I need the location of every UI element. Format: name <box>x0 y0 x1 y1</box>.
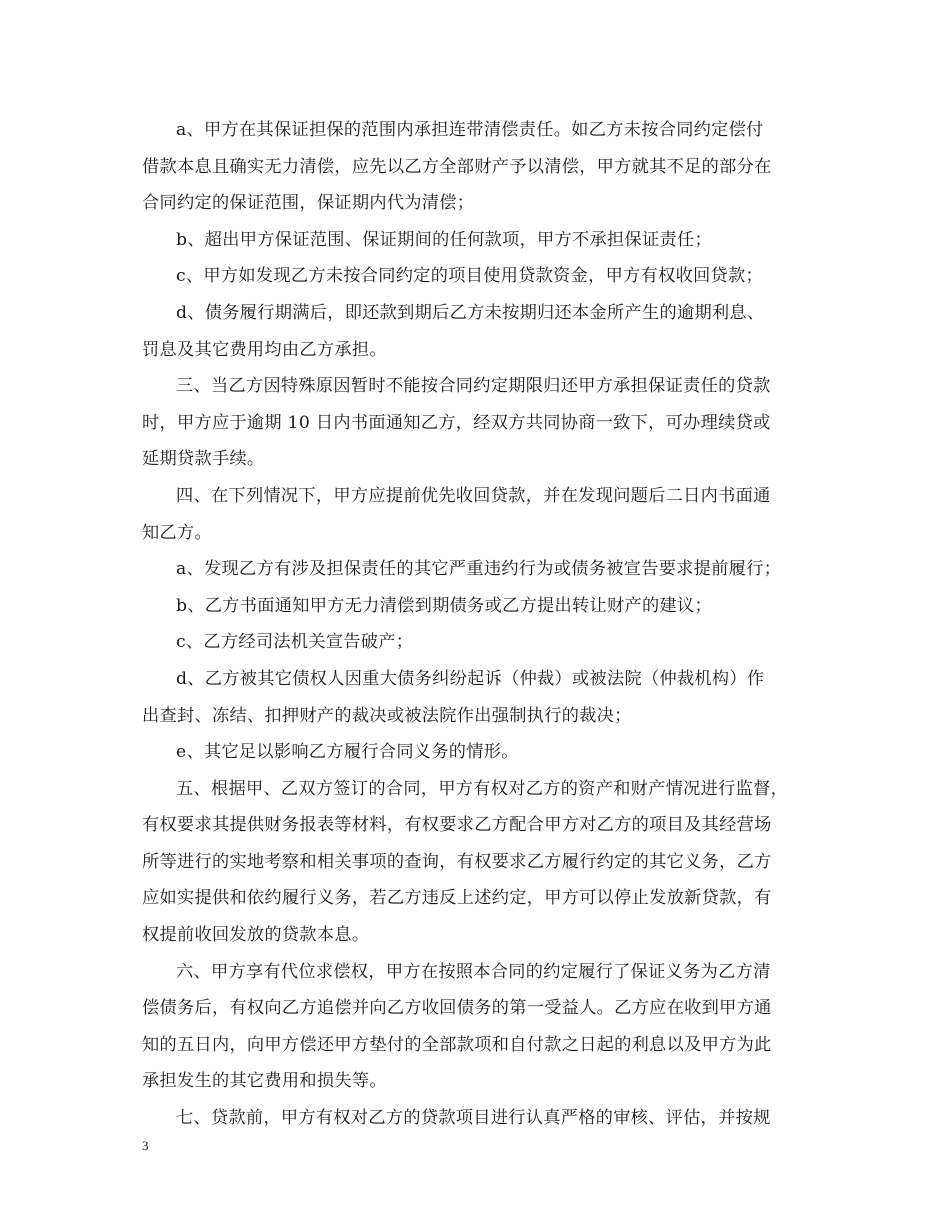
text-line: c、乙方经司法机关宣告破产； <box>176 632 414 653</box>
text-line: 合同约定的保证范围，保证期内代为清偿； <box>142 193 475 214</box>
text-line: d、债务履行期满后，即还款到期后乙方未按期归还本金所产生的逾期利息、 <box>176 302 765 323</box>
paragraph-a1 <box>142 112 810 222</box>
text-line: 时，甲方应于逾期 10 日内书面通知乙方，经双方共同协商一致下，可办理续贷或 <box>142 412 771 433</box>
paragraph-s3 <box>142 368 810 478</box>
text-line: 应如实提供和依约履行义务，若乙方违反上述约定，甲方可以停止发放新贷款，有 <box>142 888 772 909</box>
paragraph-s5 <box>142 771 810 954</box>
paragraph-b1 <box>142 222 810 259</box>
text-line: 偿债务后，有权向乙方追偿并向乙方收回债务的第一受益人。乙方应在收到甲方通 <box>142 998 772 1019</box>
text-line: 知的五日内，向甲方偿还甲方垫付的全部款项和自付款之日起的利息以及甲方为此 <box>142 1034 772 1055</box>
text-line: 四、在下列情况下，甲方应提前优先收回贷款，并在发现问题后二日内书面通 <box>176 485 771 506</box>
text-line: b、超出甲方保证范围、保证期间的任何款项，甲方不承担保证责任； <box>176 229 712 250</box>
text-line: 有权要求其提供财务报表等材料，有权要求乙方配合甲方对乙方的项目及其经营场 <box>142 815 772 836</box>
text-line: a、甲方在其保证担保的范围内承担连带清偿责任。如乙方未按合同约定偿付 <box>176 120 764 140</box>
text-line: 五、根据甲、乙双方签订的合同，甲方有权对乙方的资产和财产情况进行监督， <box>176 778 789 799</box>
paragraph-d2 <box>142 661 810 734</box>
paragraph-a2 <box>142 551 810 588</box>
text-line: 所等进行的实地考察和相关事项的查询，有权要求乙方履行约定的其它义务，乙方 <box>142 851 772 872</box>
paragraph-b2 <box>142 588 810 625</box>
paragraph-d1 <box>142 295 810 368</box>
text-line: 出查封、冻结、扣押财产的裁决或被法院作出强制执行的裁决； <box>142 705 632 726</box>
paragraph-c2 <box>142 624 810 661</box>
text-line: 六、甲方享有代位求偿权，甲方在按照本合同的约定履行了保证义务为乙方清 <box>176 961 771 982</box>
paragraph-s7 <box>142 1100 810 1137</box>
page-number: 3 <box>142 1138 149 1153</box>
text-line: 借款本息且确实无力清偿，应先以乙方全部财产予以清偿，甲方就其不足的部分在 <box>142 156 772 177</box>
paragraph-c1 <box>142 258 810 295</box>
text-line: 七、贷款前，甲方有权对乙方的贷款项目进行认真严格的审核、评估，并按规 <box>176 1108 771 1129</box>
text-line: c、甲方如发现乙方未按合同约定的项目使用贷款资金，甲方有权收回贷款； <box>176 266 764 287</box>
text-line: e、其它足以影响乙方履行合同义务的情形。 <box>176 742 519 763</box>
paragraph-s4 <box>142 478 810 551</box>
text-line: 罚息及其它费用均由乙方承担。 <box>142 339 387 360</box>
paragraph-e2 <box>142 734 810 771</box>
text-line: b、乙方书面通知甲方无力清偿到期债务或乙方提出转让财产的建议； <box>176 595 712 616</box>
text-line: 知乙方。 <box>142 522 212 543</box>
paragraph-s6 <box>142 954 810 1100</box>
text-line: 承担发生的其它费用和损失等。 <box>142 1071 387 1092</box>
text-line: a、发现乙方有涉及担保责任的其它严重违约行为或债务被宣告要求提前履行； <box>176 559 782 580</box>
text-line: d、乙方被其它债权人因重大债务纠纷起诉（仲裁）或被法院（仲裁机构）作 <box>176 668 765 689</box>
document-body <box>142 112 810 1137</box>
text-line: 延期贷款手续。 <box>142 449 265 470</box>
text-line: 三、当乙方因特殊原因暂时不能按合同约定期限归还甲方承担保证责任的贷款 <box>176 376 771 397</box>
text-line: 权提前收回发放的贷款本息。 <box>142 925 370 946</box>
